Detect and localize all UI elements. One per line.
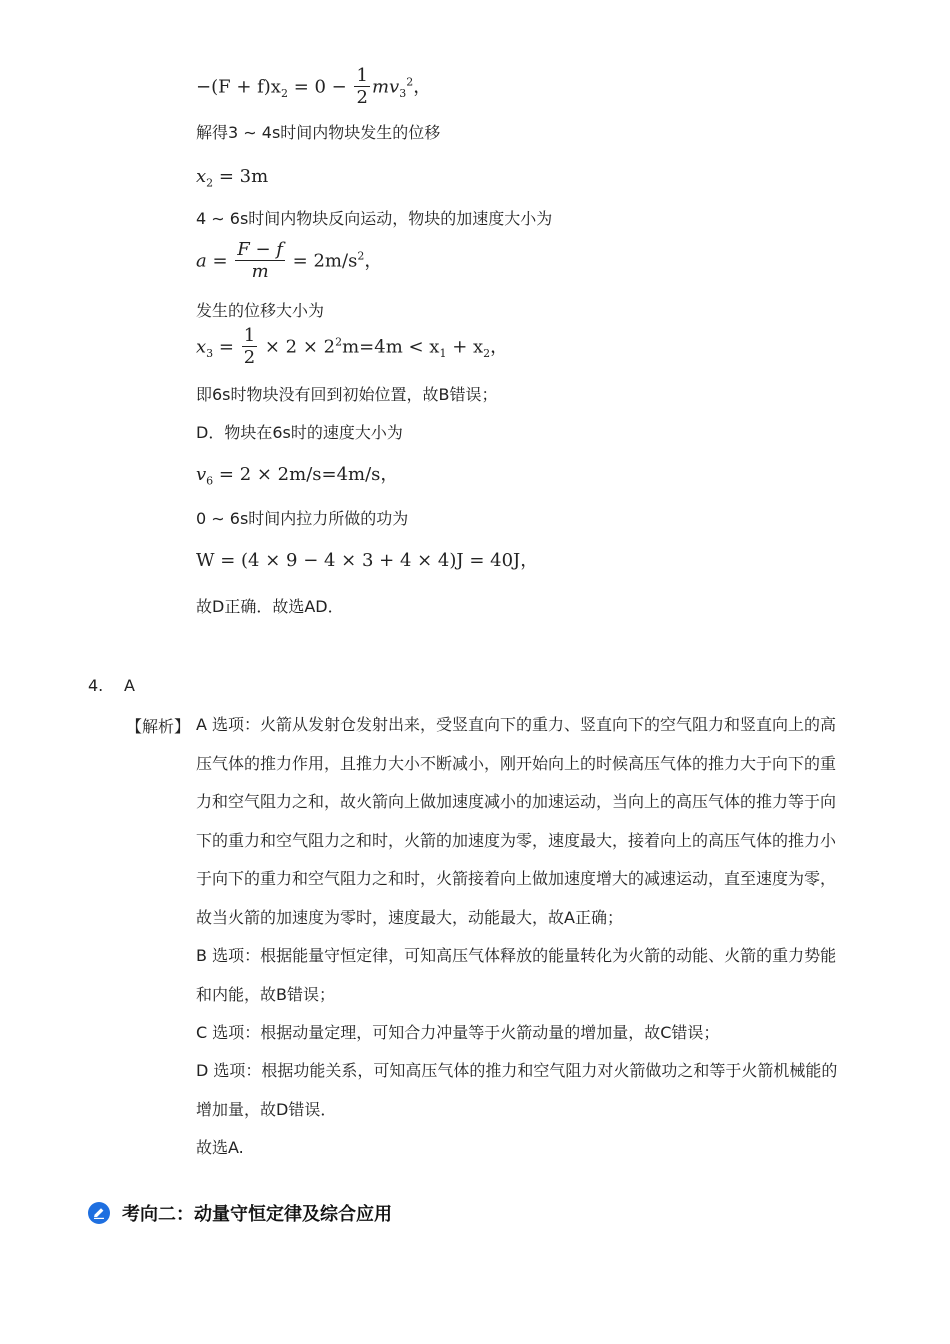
text-line: 0 ∼ 6s时间内拉力所做的功为 — [196, 509, 409, 528]
question-number: 4. — [88, 676, 104, 695]
text-line: D．物块在6s时的速度大小为 — [196, 423, 403, 442]
question-answer: A — [124, 676, 135, 695]
text-line: 故D正确．故选AD． — [196, 597, 344, 616]
analysis-paragraph-c: C 选项：根据动量定理，可知合力冲量等于火箭动量的增加量，故C错误； — [196, 1023, 720, 1042]
analysis-conclusion: 故选A. — [196, 1138, 244, 1157]
section-heading — [88, 1198, 392, 1228]
text-line: 解得3 ∼ 4s时间内物块发生的位移 — [196, 123, 441, 142]
equation-v6: $v_6 = 2 \times 2m/s=4m/s$， — [196, 464, 399, 488]
equation-x3: $x_3$ = $\frac{1}{2}$ × $2 \times 2^2m=4m < x_1 + x_2$， — [196, 325, 509, 368]
equation-x2: $x_2 = 3m$ — [196, 166, 269, 190]
text-line: 发生的位移大小为 — [196, 301, 325, 320]
pencil-icon — [88, 1202, 110, 1224]
section-title: 考向二：动量守恒定律及综合应用 — [122, 1204, 392, 1225]
analysis-paragraph-a: A 选项：火箭从发射仓发射出来，受竖直向下的重力、竖直向下的空气阻力和竖直向上的高压气体的推力作用，且推力大小不断减小，刚开始向上的时候高压气体的推力大于向下的重力和空气阻力之和，故火箭向上做加速度减小的加速运动，当向上的高压气体的推力等于向下的重力和空气阻力之和时，火箭的加速度为零，速度最大，接着向上的高压气体的推力小于向下的重力和空气阻力之和时，火箭接着向上做加速度增大的减速运动，直至速度为零，故当火箭的加速度为零时，速度最大，动能最大，故A正确； — [196, 715, 837, 927]
equation-acceleration: a = $\frac{F - f}{m}$ = $2m/s^2$， — [196, 239, 383, 282]
text-line: 4 ∼ 6s时间内物块反向运动，物块的加速度大小为 — [196, 209, 553, 228]
analysis-paragraph-d: D 选项：根据功能关系，可知高压气体的推力和空气阻力对火箭做功之和等于火箭机械能的增加量，故D错误． — [196, 1061, 838, 1119]
analysis-tag: 【解析】 — [126, 717, 191, 736]
text-line: 即6s时物块没有回到初始位置，故B错误； — [196, 385, 498, 404]
equation-work: W = (4 × 9 − 4 × 3 + 4 × 4)J = 40J， — [196, 550, 539, 571]
equation-work-energy: $-(F + f)x_2 = 0$ − $\frac{1}{2}$ $mv_3^2$， — [196, 65, 432, 108]
analysis-paragraph-b: B 选项：根据能量守恒定律，可知高压气体释放的能量转化为火箭的动能、火箭的重力势能和内能，故B错误； — [196, 946, 837, 1004]
